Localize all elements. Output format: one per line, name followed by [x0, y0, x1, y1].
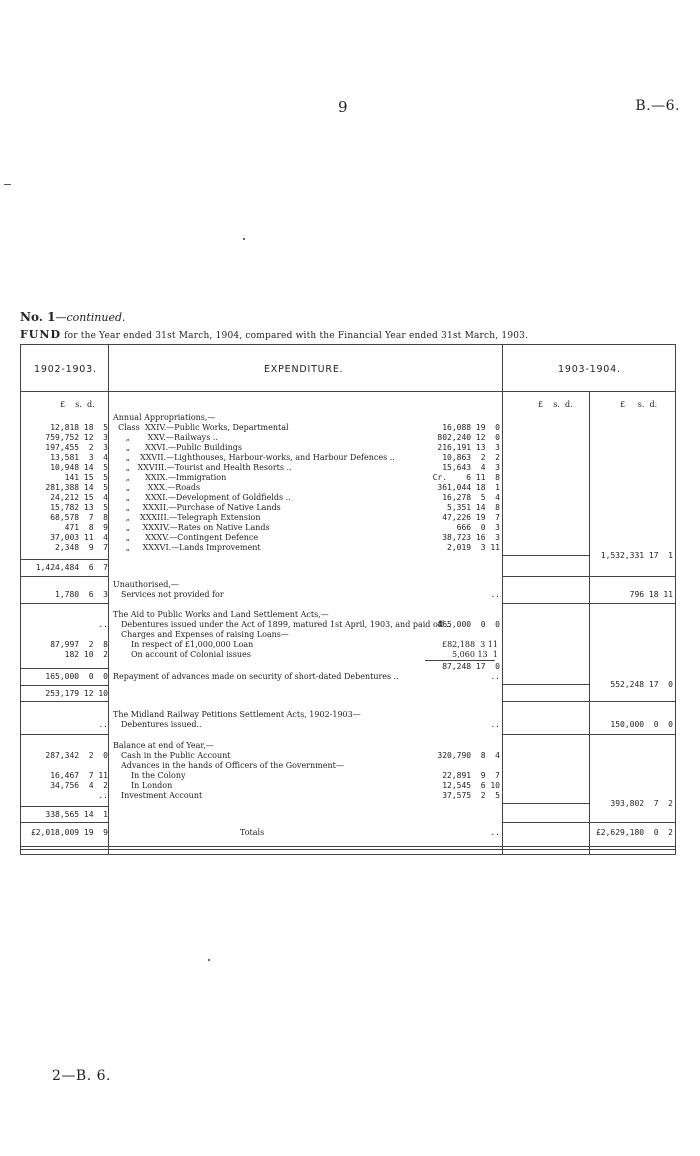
subtotal-1903-1904: 552,248 17 0 — [610, 680, 673, 689]
row-rule — [502, 822, 676, 823]
value-1902-1903: 287,342 2 0 — [45, 751, 108, 760]
column-header-expenditure: EXPENDITURE. — [264, 364, 344, 375]
row-label: „ XXXIV.—Rates on Native Lands — [113, 523, 270, 532]
value-1903-1904: 37,575 2 5 — [442, 791, 500, 800]
table-row — [0, 523, 700, 533]
value-1903-1904: 361,044 18 1 — [437, 483, 500, 492]
subtotal-1902-1903: 253,179 12 10 — [45, 689, 108, 698]
section-label: Unauthorised,— — [113, 580, 179, 589]
speck — [208, 959, 210, 961]
value-1903-1904: 47,226 19 7 — [442, 513, 500, 522]
section-label: The Midland Railway Petitions Settlement Acts, 1902-1903— — [113, 710, 361, 719]
row-label: In respect of £1,000,000 Loan — [131, 640, 254, 649]
inner-rule — [425, 660, 495, 661]
value-1903-1904: .. — [490, 720, 500, 729]
total-1902-1903: £2,018,009 19 9 — [30, 828, 108, 837]
row-rule — [502, 734, 676, 735]
value-1903-1904: 5,351 14 8 — [447, 503, 500, 512]
value-1902-1903: .. — [98, 720, 108, 729]
value-1902-1903: 15,782 13 5 — [50, 503, 108, 512]
table-row — [0, 771, 700, 781]
table-row — [0, 650, 700, 660]
row-rule — [20, 701, 108, 702]
table-number — [20, 310, 126, 324]
value-1902-1903: 68,578 7 8 — [50, 513, 108, 522]
row-label: Debentures issued.. — [121, 720, 202, 729]
value-1903-1904: 87,248 17 0 — [442, 662, 500, 671]
table-row — [0, 662, 700, 672]
table-title-rest: for the Year ended 31st March, 1904, compared with the Financial Year ended 31st March, 1903. — [64, 331, 529, 341]
column-header-1903-1904: 1903-1904. — [558, 364, 621, 375]
row-label: In the Colony — [131, 771, 186, 780]
value-1902-1903: 2,348 9 7 — [55, 543, 108, 552]
table-row — [0, 513, 700, 523]
table-row — [0, 413, 700, 423]
row-rule — [20, 734, 108, 735]
row-rule — [502, 701, 676, 702]
row-label: „ XXVII.—Lighthouses, Harbour-works, and Harbour Defences .. — [113, 453, 395, 462]
bottom-rule — [20, 849, 676, 850]
table-row — [0, 640, 700, 650]
table-row — [0, 751, 700, 761]
value-1902-1903: 759,752 12 3 — [45, 433, 108, 442]
value-1903-1904: 216,191 13 3 — [437, 443, 500, 452]
subtotal-rule — [20, 559, 108, 560]
table-row — [0, 473, 700, 483]
value-1903-1904: 802,240 12 0 — [437, 433, 500, 442]
row-rule — [20, 603, 108, 604]
bottom-rule — [20, 846, 676, 847]
table-row — [0, 761, 700, 771]
value-1902-1903: 24,212 15 4 — [50, 493, 108, 502]
subtotal-1902-1903: 338,565 14 1 — [45, 810, 108, 819]
row-label: „ XXXV.—Contingent Defence — [113, 533, 259, 542]
totals-row — [0, 828, 700, 838]
table-row — [0, 533, 700, 543]
row-label: In London — [131, 781, 173, 790]
value-1903-1904: 15,643 4 3 — [442, 463, 500, 472]
table-title — [20, 328, 528, 341]
value-1903-1904: 320,790 8 4 — [437, 751, 500, 760]
value-1903-1904: 16,088 19 0 — [442, 423, 500, 432]
table-row — [0, 781, 700, 791]
row-label: On account of Colonial issues — [131, 650, 251, 659]
totals-label: Totals — [240, 828, 265, 837]
inner-amount: 5,060 13 1 — [452, 650, 498, 659]
value-1902-1903: 182 10 2 — [64, 650, 108, 659]
value-1902-1903: 1,780 6 3 — [55, 590, 108, 599]
row-label: „ XXXII.—Purchase of Native Lands — [113, 503, 281, 512]
subtotal-rule — [20, 685, 108, 686]
value-1902-1903: 141 15 5 — [64, 473, 108, 482]
row-label: „ XXV.—Railways .. — [113, 433, 218, 442]
value-1902-1903: 87,997 2 8 — [50, 640, 108, 649]
inner-amount: £82,188 3 11 — [442, 640, 498, 649]
table-row — [0, 443, 700, 453]
row-label: Advances in the hands of Officers of the Government— — [121, 761, 344, 770]
value-1902-1903: 16,467 7 11 — [50, 771, 108, 780]
value-1903-1904: .. — [490, 672, 500, 681]
margin-mark — [4, 184, 11, 185]
value-1903-1904: 38,723 16 3 — [442, 533, 500, 542]
subtotal-1902-1903: 1,424,484 6 7 — [35, 563, 108, 572]
table-row — [0, 483, 700, 493]
row-label: Cash in the Public Account — [121, 751, 231, 760]
total-1903-1904: £2,629,180 0 2 — [595, 828, 673, 837]
value-1903-1904: 2,019 3 11 — [447, 543, 500, 552]
value-1902-1903: 13,581 3 4 — [50, 453, 108, 462]
row-label: Services not provided for — [121, 590, 224, 599]
value-1902-1903: 37,003 11 4 — [50, 533, 108, 542]
table-row — [0, 720, 700, 730]
table-row — [0, 580, 700, 590]
row-label: Class XXIV.—Public Works, Departmental — [113, 423, 289, 432]
lsd-header-left: £ s. d. — [60, 400, 95, 409]
section-label: The Aid to Public Works and Land Settlement Acts,— — [113, 610, 329, 619]
column-header-1902-1903: 1902-1903. — [34, 364, 97, 375]
table-row — [0, 503, 700, 513]
table-row — [0, 620, 700, 630]
row-label: Charges and Expenses of raising Loans— — [121, 630, 289, 639]
table-row — [0, 590, 700, 600]
row-rule — [20, 668, 108, 669]
lsd-header-right: £ s. d. — [620, 400, 658, 409]
subtotal-row — [0, 799, 700, 809]
row-label: „ XXVI.—Public Buildings — [113, 443, 242, 452]
header-rule — [20, 391, 676, 392]
value-1903-1904: 10,863 2 2 — [442, 453, 500, 462]
value-1902-1903: 10,948 14 5 — [50, 463, 108, 472]
subtotal-row — [0, 689, 700, 699]
value-1902-1903: .. — [98, 620, 108, 629]
value-1902-1903: 471 8 9 — [64, 523, 108, 532]
row-rule — [20, 822, 108, 823]
page-reference: B.—6. — [635, 98, 680, 114]
table-number-label: No. 1 — [20, 310, 56, 324]
lsd-header-mid: £ s. d. — [538, 400, 573, 409]
section-label: Annual Appropriations,— — [113, 413, 216, 422]
row-label: „ XXVIII.—Tourist and Health Resorts .. — [113, 463, 292, 472]
value-1903-1904: Cr. 6 11 8 — [432, 473, 500, 482]
table-row — [0, 423, 700, 433]
table-row — [0, 610, 700, 620]
section-label: Balance at end of Year,— — [113, 741, 214, 750]
value-1903-1904: 12,545 6 10 — [442, 781, 500, 790]
row-label: Debentures issued under the Act of 1899, matured 1st April, 1903, and paid off .. — [121, 620, 452, 629]
value-1902-1903: .. — [98, 791, 108, 800]
table-title-fund: FUND — [20, 328, 61, 341]
subtotal-rule — [20, 806, 108, 807]
table-number-continued: —continued. — [55, 311, 126, 324]
value-1903-1904: 666 0 3 — [456, 523, 500, 532]
value-1902-1903: 12,818 18 5 — [50, 423, 108, 432]
table-row — [0, 710, 700, 720]
subtotal-row — [0, 563, 700, 573]
subtotal-1903-1904: 1,532,331 17 1 — [600, 551, 673, 560]
row-label: „ XXXVI.—Lands Improvement — [113, 543, 261, 552]
row-label: Investment Account — [121, 791, 203, 800]
value-1903-1904: 465,000 0 0 — [437, 620, 500, 629]
value-1903-1904: 22,891 9 7 — [442, 771, 500, 780]
value-1903-1904: 16,278 5 4 — [442, 493, 500, 502]
speck — [243, 238, 245, 240]
row-rule — [20, 576, 108, 577]
value-1902-1903: 197,455 2 3 — [45, 443, 108, 452]
row-label: Repayment of advances made on security of short-dated Debentures .. — [113, 672, 399, 681]
value-1903-1904: .. — [490, 590, 500, 599]
page-number: 9 — [338, 98, 348, 116]
table-row — [0, 741, 700, 751]
value-1902-1903: 165,000 0 0 — [45, 672, 108, 681]
value-1903-1904-total: 796 18 11 — [629, 590, 673, 599]
row-label: „ XXIX.—Immigration — [113, 473, 227, 482]
table-row — [0, 453, 700, 463]
row-label: „ XXX.—Roads — [113, 483, 201, 492]
subtotal-row — [0, 810, 700, 820]
row-rule — [502, 576, 676, 577]
table-row — [0, 463, 700, 473]
row-label: „ XXXIII.—Telegraph Extension — [113, 513, 261, 522]
table-row — [0, 630, 700, 640]
value-1903-1904-total: 150,000 0 0 — [610, 720, 673, 729]
value-1902-1903: 281,388 14 5 — [45, 483, 108, 492]
total-1903-1904-mid: .. — [490, 828, 500, 837]
table-row — [0, 493, 700, 503]
row-label: „ XXXI.—Development of Goldfields .. — [113, 493, 291, 502]
page-footer: 2—B. 6. — [52, 1068, 111, 1084]
subtotal-1903-1904: 393,802 7 2 — [610, 799, 673, 808]
row-rule — [502, 603, 676, 604]
value-1902-1903: 34,756 4 2 — [50, 781, 108, 790]
table-row — [0, 433, 700, 443]
